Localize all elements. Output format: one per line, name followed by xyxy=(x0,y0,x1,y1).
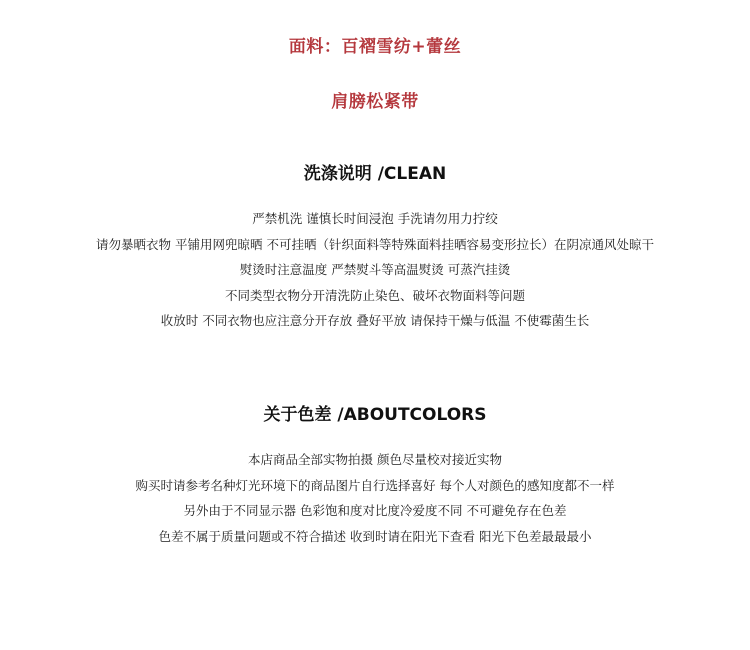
care-line: 不同类型衣物分开清洗防止染色、破坏衣物面料等问题 xyxy=(224,287,525,303)
care-line: 熨烫时注意温度 严禁熨斗等高温熨烫 可蒸汽挂烫 xyxy=(239,262,511,277)
color-line: 本店商品全部实物拍摄 颜色尽量校对接近实物 xyxy=(248,452,502,467)
fabric-label: 面料：百褶雪纺+蕾丝 xyxy=(288,37,462,57)
shoulder-label: 肩膀松紧带 xyxy=(331,92,419,112)
color-line: 色差不属于质量问题或不符合描述 收到时请在阳光下查看 阳光下色差最最最小 xyxy=(158,528,592,544)
color-notes-list xyxy=(0,447,750,549)
care-line: 请勿暴晒衣物 平铺用网兜晾晒 不可挂晒（针织面料等特殊面料挂晒容易变形拉长）在阴凉通风处晾干 xyxy=(96,236,654,252)
care-line: 严禁机洗 谨慎长时间浸泡 手洗请勿用力拧绞 xyxy=(252,211,498,226)
care-section-title: 洗涤说明 /CLEAN xyxy=(303,164,447,184)
care-instructions-list xyxy=(0,206,750,334)
care-line: 收放时 不同衣物也应注意分开存放 叠好平放 请保持干燥与低温 不使霉菌生长 xyxy=(160,313,590,328)
color-line: 购买时请参考名种灯光环境下的商品图片自行选择喜好 每个人对颜色的感知度都不一样 xyxy=(135,477,615,493)
color-section-title: 关于色差 /ABOUTCOLORS xyxy=(263,405,487,425)
color-line: 另外由于不同显示器 色彩饱和度对比度冷爱度不同 不可避免存在色差 xyxy=(183,503,567,518)
